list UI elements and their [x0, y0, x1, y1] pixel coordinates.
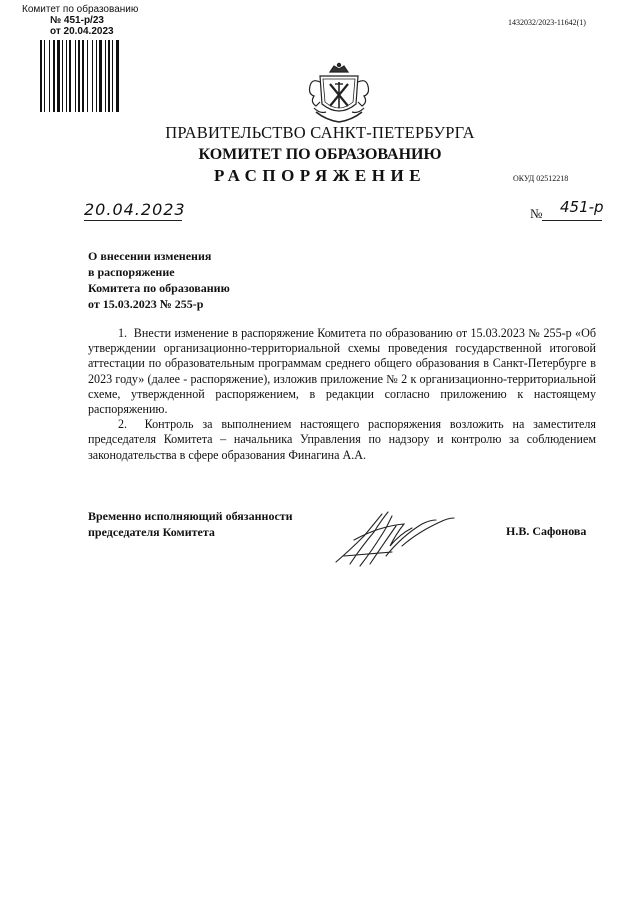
signatory-name: Н.В. Сафонова	[506, 524, 587, 538]
stamp-org: Комитет по образованию	[22, 4, 139, 15]
coat-of-arms-emblem	[306, 62, 372, 126]
government-title: ПРАВИТЕЛЬСТВО САНКТ-ПЕТЕРБУРГА	[165, 123, 475, 142]
document-type: РАСПОРЯЖЕНИЕ	[213, 166, 427, 185]
signatory-title	[88, 508, 293, 540]
subject-line: в распоряжение	[88, 265, 175, 279]
subject-block	[88, 248, 230, 312]
committee-title: КОМИТЕТ ПО ОБРАЗОВАНИЮ	[198, 146, 442, 163]
handwritten-date: 20.04.2023	[84, 200, 186, 219]
registration-stamp	[22, 4, 156, 37]
body-paragraph-2: 2. Контроль за выполнением настоящего распоряжения возложить на заместителя председателя Комитета – начальника Управления по надзору и контролю за соблюдением законодательства в сфере образования Финагина А.А.	[88, 417, 596, 462]
subject-line: от 15.03.2023 № 255-р	[88, 297, 204, 311]
number-underline	[542, 220, 602, 221]
handwritten-signature	[330, 506, 460, 570]
signatory-title-line: Временно исполняющий обязанности	[88, 509, 293, 523]
signatory-title-line: председателя Комитета	[88, 525, 215, 539]
subject-line: Комитета по образованию	[88, 281, 230, 295]
subject-line: О внесении изменения	[88, 249, 212, 263]
barcode	[40, 40, 122, 112]
okud-code: ОКУД 02512218	[513, 174, 569, 183]
handwritten-number: 451-р	[560, 198, 604, 216]
stamp-number: № 451-р/23	[50, 15, 104, 26]
document-number: 1432032/2023-11642(1)	[508, 18, 586, 27]
number-sign: №	[530, 206, 543, 221]
body-paragraph-1: 1. Внести изменение в распоряжение Комитета по образованию от 15.03.2023 № 255-р «Об утверждении организационно-территориальной схемы проведения государственной итоговой аттестации по образовательным программам среднего общего образования в Санкт-Петербурге в 2023 году» (далее - распоряжение), изложив приложение № 2 к организационно-территориальной схеме, утвержденной распоряжением, в редакции согласно приложению к настоящему распоряжению.	[88, 326, 596, 417]
date-underline	[84, 220, 182, 221]
document-body	[88, 326, 596, 463]
stamp-date: от 20.04.2023	[50, 26, 114, 37]
